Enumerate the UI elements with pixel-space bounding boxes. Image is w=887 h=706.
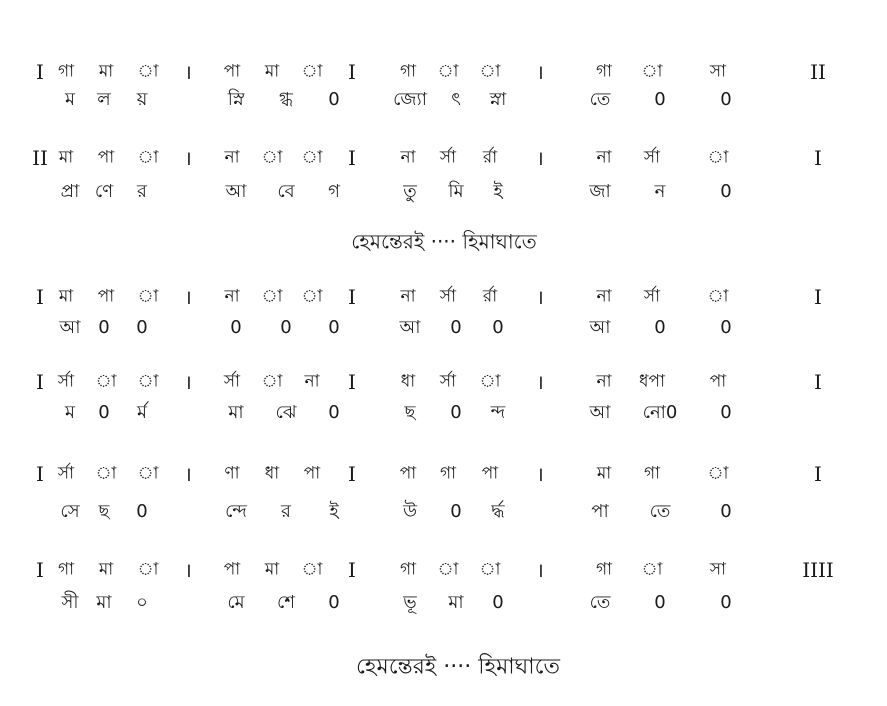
swara-note: র্রা <box>482 286 498 307</box>
swara-note: র্সা <box>57 463 75 484</box>
lyric-syllable: ভূ <box>403 592 417 613</box>
swara-note: া <box>479 371 501 392</box>
lyric-syllable: 0 <box>328 592 340 613</box>
swara-note: া <box>301 147 323 168</box>
lyric-syllable: ই <box>493 181 503 202</box>
lyric-syllable: আ <box>589 402 611 423</box>
swara-note: গা <box>57 61 75 82</box>
lyric-syllable: 0 <box>280 317 292 338</box>
lyric-syllable: 0 <box>328 402 340 423</box>
swara-note: মা <box>58 147 74 168</box>
swara-note: া <box>261 371 283 392</box>
lyric-syllable: আ <box>399 317 421 338</box>
refrain-line: হেমন্তেরই ···· হিমাঘাতে <box>351 229 537 254</box>
swara-note: না <box>596 371 612 392</box>
lyric-syllable: শে <box>277 592 295 613</box>
lyric-syllable: পা <box>591 501 609 522</box>
swara-note: ধা <box>264 463 280 484</box>
lyric-syllable: মি <box>448 181 464 202</box>
swara-note: া <box>95 371 117 392</box>
bar-line: I <box>36 558 44 582</box>
lyric-syllable: তু <box>403 181 417 202</box>
bar-line: I <box>348 146 356 170</box>
swara-note: পা <box>97 286 115 307</box>
swara-note: পা <box>709 371 727 392</box>
swara-note: র্সা <box>223 371 241 392</box>
lyric-syllable: আ <box>225 181 247 202</box>
lyric-syllable: তে <box>649 501 671 522</box>
swara-note: া <box>707 286 729 307</box>
swara-note: র্সা <box>439 371 457 392</box>
lyric-syllable: 0 <box>720 592 732 613</box>
bar-line: I <box>814 146 822 170</box>
swara-note: া <box>437 61 459 82</box>
bar-line: I <box>348 370 356 394</box>
swara-note: া <box>641 559 663 580</box>
swara-note: না <box>224 147 240 168</box>
bar-line: I <box>36 462 44 486</box>
swara-note: া <box>437 559 459 580</box>
swara-note: পা <box>399 463 417 484</box>
swara-note: া <box>479 559 501 580</box>
swara-note: না <box>596 286 612 307</box>
bar-line: । <box>184 285 192 309</box>
lyric-syllable: 0 <box>720 317 732 338</box>
lyric-syllable: জা <box>589 181 611 202</box>
lyric-syllable: 0 <box>328 89 340 110</box>
lyric-syllable: 0 <box>450 317 462 338</box>
lyric-syllable: গ <box>328 181 340 202</box>
lyric-syllable: গ্ধ <box>279 89 293 110</box>
swara-note: র্সা <box>57 371 75 392</box>
bar-line: । <box>184 370 192 394</box>
lyric-syllable: 0 <box>654 592 666 613</box>
swara-note: া <box>95 463 117 484</box>
swara-note: মা <box>264 61 280 82</box>
swara-note: না <box>400 147 416 168</box>
swara-note: গা <box>595 559 613 580</box>
swara-note: ধপা <box>639 371 665 392</box>
swara-note: মা <box>264 559 280 580</box>
bar-line: । <box>184 558 192 582</box>
swara-note: সা <box>709 61 727 82</box>
swara-note: া <box>707 147 729 168</box>
lyric-syllable: আ <box>59 317 81 338</box>
lyric-syllable: ল <box>97 89 111 110</box>
swara-note: গা <box>439 463 457 484</box>
lyric-syllable: 0 <box>654 89 666 110</box>
lyric-syllable: 0 <box>492 317 504 338</box>
swara-note: গা <box>57 559 75 580</box>
swara-note: ণা <box>224 463 240 484</box>
lyric-syllable: ঝে <box>275 402 297 423</box>
swara-note: া <box>707 463 729 484</box>
bar-line: IIII <box>802 558 834 582</box>
swara-note: পা <box>303 463 321 484</box>
bar-line: II <box>32 146 48 170</box>
swara-note: া <box>479 61 501 82</box>
lyric-syllable: তে <box>589 592 611 613</box>
swara-note: া <box>301 61 323 82</box>
swara-note: গা <box>399 559 417 580</box>
lyric-syllable: র্দ্ধ <box>491 501 505 522</box>
lyric-syllable: 0 <box>654 317 666 338</box>
bar-line: । <box>536 558 544 582</box>
lyric-syllable: ম <box>65 402 75 423</box>
swara-note: না <box>596 147 612 168</box>
lyric-syllable: স্নি <box>227 89 245 110</box>
bar-line: । <box>184 60 192 84</box>
swara-note: গা <box>643 463 661 484</box>
swara-note: না <box>400 286 416 307</box>
swara-note: মা <box>58 286 74 307</box>
swara-note: া <box>137 463 159 484</box>
swara-note: া <box>301 559 323 580</box>
swara-note: র্সা <box>439 147 457 168</box>
bar-line: I <box>36 60 44 84</box>
swara-note: র্সা <box>439 286 457 307</box>
bar-line: I <box>36 285 44 309</box>
lyric-syllable: ০ <box>136 592 148 613</box>
swara-note: া <box>137 286 159 307</box>
bar-line: I <box>36 370 44 394</box>
bar-line: । <box>536 462 544 486</box>
lyric-syllable: স্না <box>489 89 507 110</box>
lyric-syllable: উ <box>402 501 418 522</box>
swara-note: না <box>224 286 240 307</box>
swara-note: া <box>261 147 283 168</box>
lyric-syllable: 0 <box>720 501 732 522</box>
swara-note: র্সা <box>643 147 661 168</box>
swara-note: া <box>261 286 283 307</box>
lyric-syllable: 0 <box>328 317 340 338</box>
lyric-syllable: 0 <box>720 181 732 202</box>
swara-note: া <box>641 61 663 82</box>
lyric-syllable: ম <box>65 89 75 110</box>
lyric-syllable: প্রা <box>60 181 80 202</box>
bar-line: I <box>348 462 356 486</box>
lyric-syllable: 0 <box>98 402 110 423</box>
swara-note: মা <box>98 61 114 82</box>
lyric-syllable: র <box>281 501 291 522</box>
swara-note: সা <box>709 559 727 580</box>
bar-line: । <box>536 60 544 84</box>
bar-line: I <box>814 462 822 486</box>
swara-note: া <box>137 61 159 82</box>
bar-line: । <box>536 146 544 170</box>
lyric-syllable: র <box>137 181 147 202</box>
lyric-syllable: 0 <box>720 89 732 110</box>
lyric-syllable: ছ <box>404 402 416 423</box>
lyric-syllable: 0 <box>230 317 242 338</box>
bar-line: । <box>184 146 192 170</box>
lyric-syllable: সে <box>60 501 80 522</box>
lyric-syllable: ৎ <box>451 89 461 110</box>
lyric-syllable: ণে <box>94 181 114 202</box>
swara-note: মা <box>596 463 612 484</box>
lyric-syllable: তে <box>589 89 611 110</box>
swara-note: র্রা <box>482 147 498 168</box>
lyric-syllable: য় <box>136 89 148 110</box>
swara-note: না <box>304 371 320 392</box>
lyric-syllable: নো0 <box>642 402 678 423</box>
swara-note: া <box>137 371 159 392</box>
swara-note: া <box>137 147 159 168</box>
lyric-syllable: র্ম <box>137 402 147 423</box>
swara-note: া <box>137 559 159 580</box>
lyric-syllable: জ্যো <box>393 89 427 110</box>
swara-note: পা <box>223 559 241 580</box>
lyric-syllable: মা <box>448 592 464 613</box>
swara-note: া <box>301 286 323 307</box>
lyric-syllable: 0 <box>450 402 462 423</box>
bar-line: I <box>348 60 356 84</box>
lyric-syllable: 0 <box>136 501 148 522</box>
lyric-syllable: ছ <box>98 501 110 522</box>
lyric-syllable: আ <box>589 317 611 338</box>
bar-line: I <box>348 558 356 582</box>
swara-note: র্সা <box>643 286 661 307</box>
lyric-syllable: সী <box>61 592 79 613</box>
lyric-syllable: ই <box>329 501 339 522</box>
lyric-syllable: মে <box>227 592 245 613</box>
swara-note: পা <box>97 147 115 168</box>
swara-note: পা <box>481 463 499 484</box>
bar-line: II <box>810 60 826 84</box>
bar-line: I <box>348 285 356 309</box>
lyric-syllable: 0 <box>136 317 148 338</box>
swara-note: মা <box>98 559 114 580</box>
bar-line: । <box>536 285 544 309</box>
bar-line: । <box>536 370 544 394</box>
refrain-line: হেমন্তেরই ···· হিমাঘাতে <box>356 654 560 680</box>
lyric-syllable: মা <box>96 592 112 613</box>
lyric-syllable: 0 <box>450 501 462 522</box>
swara-note: ধা <box>400 371 416 392</box>
bar-line: I <box>814 370 822 394</box>
lyric-syllable: মা <box>228 402 244 423</box>
bar-line: । <box>184 462 192 486</box>
lyric-syllable: ন্দ <box>490 402 506 423</box>
lyric-syllable: 0 <box>492 592 504 613</box>
swara-note: গা <box>595 61 613 82</box>
swara-note: পা <box>223 61 241 82</box>
lyric-syllable: বে <box>277 181 295 202</box>
lyric-syllable: ন <box>654 181 666 202</box>
lyric-syllable: ন্দে <box>225 501 247 522</box>
bar-line: I <box>814 285 822 309</box>
swara-note: গা <box>399 61 417 82</box>
lyric-syllable: 0 <box>720 402 732 423</box>
lyric-syllable: 0 <box>98 317 110 338</box>
